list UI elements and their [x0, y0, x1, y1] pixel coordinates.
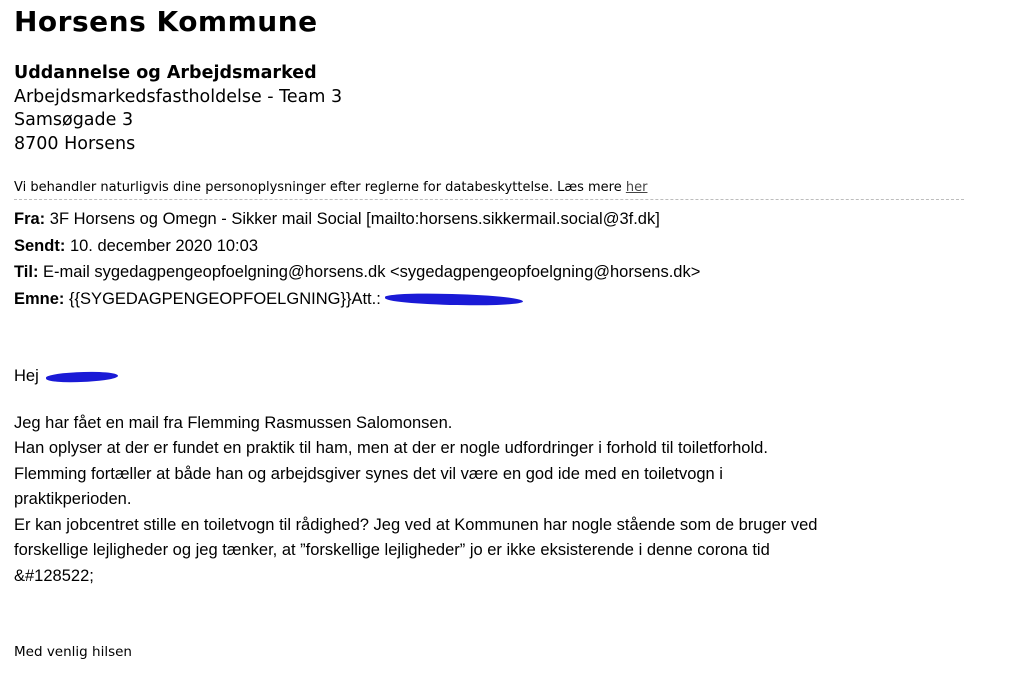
department-name: Uddannelse og Arbejdsmarked	[14, 63, 317, 83]
horsens-kommune-logo: Horsens Kommune	[14, 5, 318, 38]
street-address: Samsøgade 3	[14, 110, 134, 130]
sender-address-block	[14, 62, 1004, 156]
subject-label: Emne:	[14, 289, 65, 308]
to-label: Til:	[14, 263, 39, 281]
sent-label: Sendt:	[14, 236, 66, 255]
greeting-text: Hej	[14, 367, 39, 385]
greeting-line	[14, 364, 1004, 390]
from-label: Fra:	[14, 210, 46, 228]
sent-row	[14, 233, 1004, 260]
signoff-line: Med venlig hilsen	[14, 644, 132, 660]
subject-redaction-mark	[385, 292, 523, 305]
privacy-notice	[14, 180, 964, 200]
to-value: E-mail sygedagpengeopfoelgning@horsens.dk <sygedagpengeopfoelgning@horsens.dk>	[43, 263, 701, 281]
message-line: praktikperioden.	[14, 490, 132, 508]
message-paragraph	[14, 411, 1004, 590]
team-name: Arbejdsmarkedsfastholdelse - Team 3	[14, 86, 343, 107]
privacy-read-more-link[interactable]: her	[625, 180, 648, 195]
message-line: Er kan jobcentret stille en toiletvogn til rådighed? Jeg ved at Kommunen har nogle stående som de bruger ved	[14, 515, 818, 534]
message-line: Han oplyser at der er fundet en praktik til ham, men at der er nogle udfordringer i forhold til toiletforhold.	[14, 439, 768, 457]
message-line: forskellige lejligheder og jeg tænker, at ”forskellige lejligheder” jo er ikke eksisterende i denne corona tid	[14, 541, 770, 559]
message-line: Jeg har fået en mail fra Flemming Rasmussen Salomonsen.	[14, 413, 453, 432]
postal-city: 8700 Horsens	[14, 133, 136, 154]
email-header-block	[14, 206, 1004, 312]
email-document	[14, 4, 1004, 661]
subject-row	[14, 286, 1004, 313]
sent-value: 10. december 2020 10:03	[69, 236, 258, 255]
from-row	[14, 206, 1004, 233]
subject-value: {{SYGEDAGPENGEOPFOELGNING}}Att.:	[69, 289, 381, 308]
to-row	[14, 259, 1004, 286]
privacy-notice-text: Vi behandler naturligvis dine personoplysninger efter reglerne for databeskyttelse. Læs mere	[14, 180, 622, 195]
unrendered-emoji-entity: &#128522;	[14, 566, 94, 585]
from-value: 3F Horsens og Omegn - Sikker mail Social [mailto:horsens.sikkermail.social@3f.dk]	[49, 210, 660, 228]
name-redaction-mark	[46, 370, 118, 384]
message-line: Flemming fortæller at både han og arbejdsgiver synes det vil være en god ide med en toiletvogn i	[14, 464, 723, 483]
